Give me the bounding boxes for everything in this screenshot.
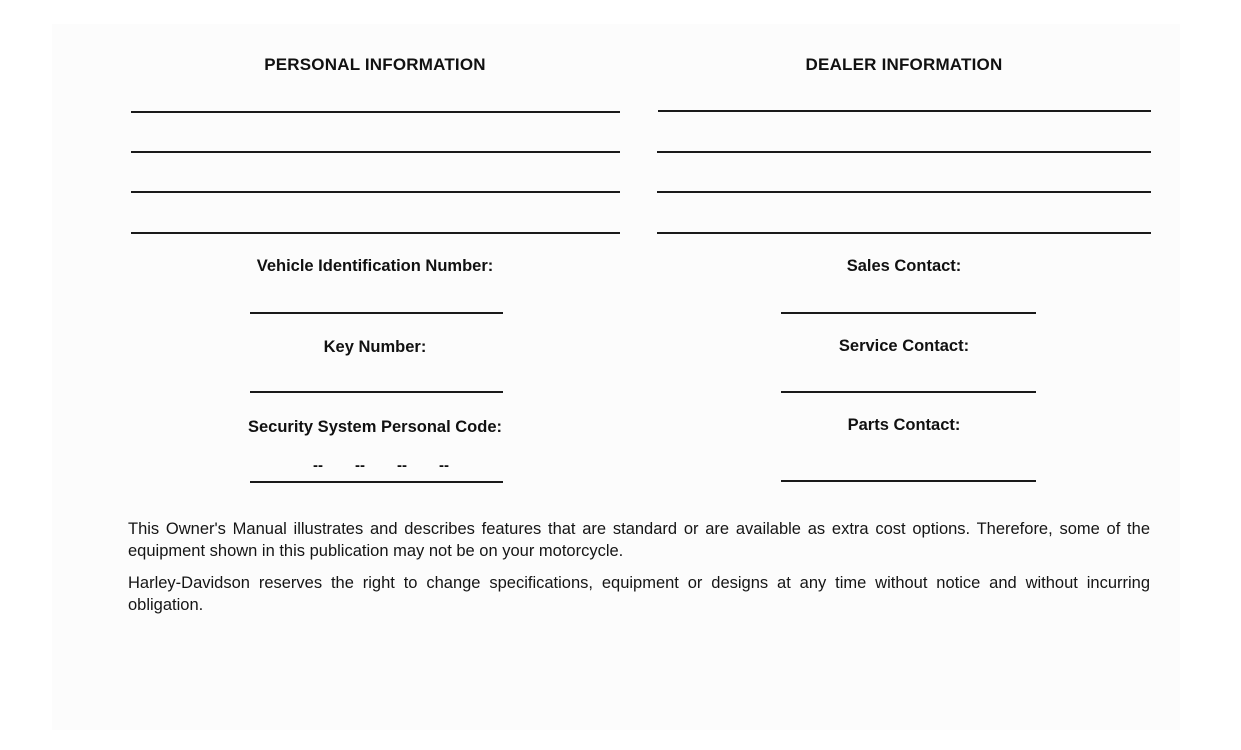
personal-info-line-1[interactable] bbox=[131, 111, 620, 113]
dealer-info-line-4[interactable] bbox=[657, 232, 1151, 234]
options-disclaimer-paragraph: This Owner's Manual illustrates and describes features that are standard or are available as extra cost options. Therefore, some of the equipment shown in this publication may not be on your motorcycle. bbox=[128, 520, 1150, 560]
security-code-label: Security System Personal Code: bbox=[247, 418, 502, 436]
personal-info-line-4[interactable] bbox=[131, 232, 620, 234]
vin-field[interactable] bbox=[250, 312, 503, 314]
service-contact-field[interactable] bbox=[781, 391, 1036, 393]
form-page bbox=[52, 24, 1180, 730]
parts-contact-label: Parts Contact: bbox=[847, 416, 961, 434]
key-number-field[interactable] bbox=[250, 391, 503, 393]
personal-information-heading: PERSONAL INFORMATION bbox=[264, 55, 486, 74]
dealer-info-line-2[interactable] bbox=[657, 151, 1151, 153]
sales-contact-label: Sales Contact: bbox=[846, 257, 962, 275]
security-code-digit-2[interactable]: -- bbox=[355, 457, 365, 474]
vin-label: Vehicle Identification Number: bbox=[256, 257, 494, 275]
parts-contact-field[interactable] bbox=[781, 480, 1036, 482]
dealer-info-line-3[interactable] bbox=[657, 191, 1151, 193]
security-code-digit-4[interactable]: -- bbox=[439, 457, 449, 474]
personal-info-line-2[interactable] bbox=[131, 151, 620, 153]
key-number-label: Key Number: bbox=[323, 338, 427, 356]
personal-info-line-3[interactable] bbox=[131, 191, 620, 193]
service-contact-label: Service Contact: bbox=[838, 337, 970, 355]
dealer-information-heading: DEALER INFORMATION bbox=[805, 55, 1003, 74]
security-code-field[interactable] bbox=[250, 481, 503, 483]
dealer-info-line-1[interactable] bbox=[658, 110, 1151, 112]
security-code-digit-1[interactable]: -- bbox=[313, 457, 323, 474]
rights-reserved-paragraph: Harley-Davidson reserves the right to change specifications, equipment or designs at any time without notice and without incurring obligation. bbox=[128, 574, 1150, 614]
security-code-digit-3[interactable]: -- bbox=[397, 457, 407, 474]
sales-contact-field[interactable] bbox=[781, 312, 1036, 314]
